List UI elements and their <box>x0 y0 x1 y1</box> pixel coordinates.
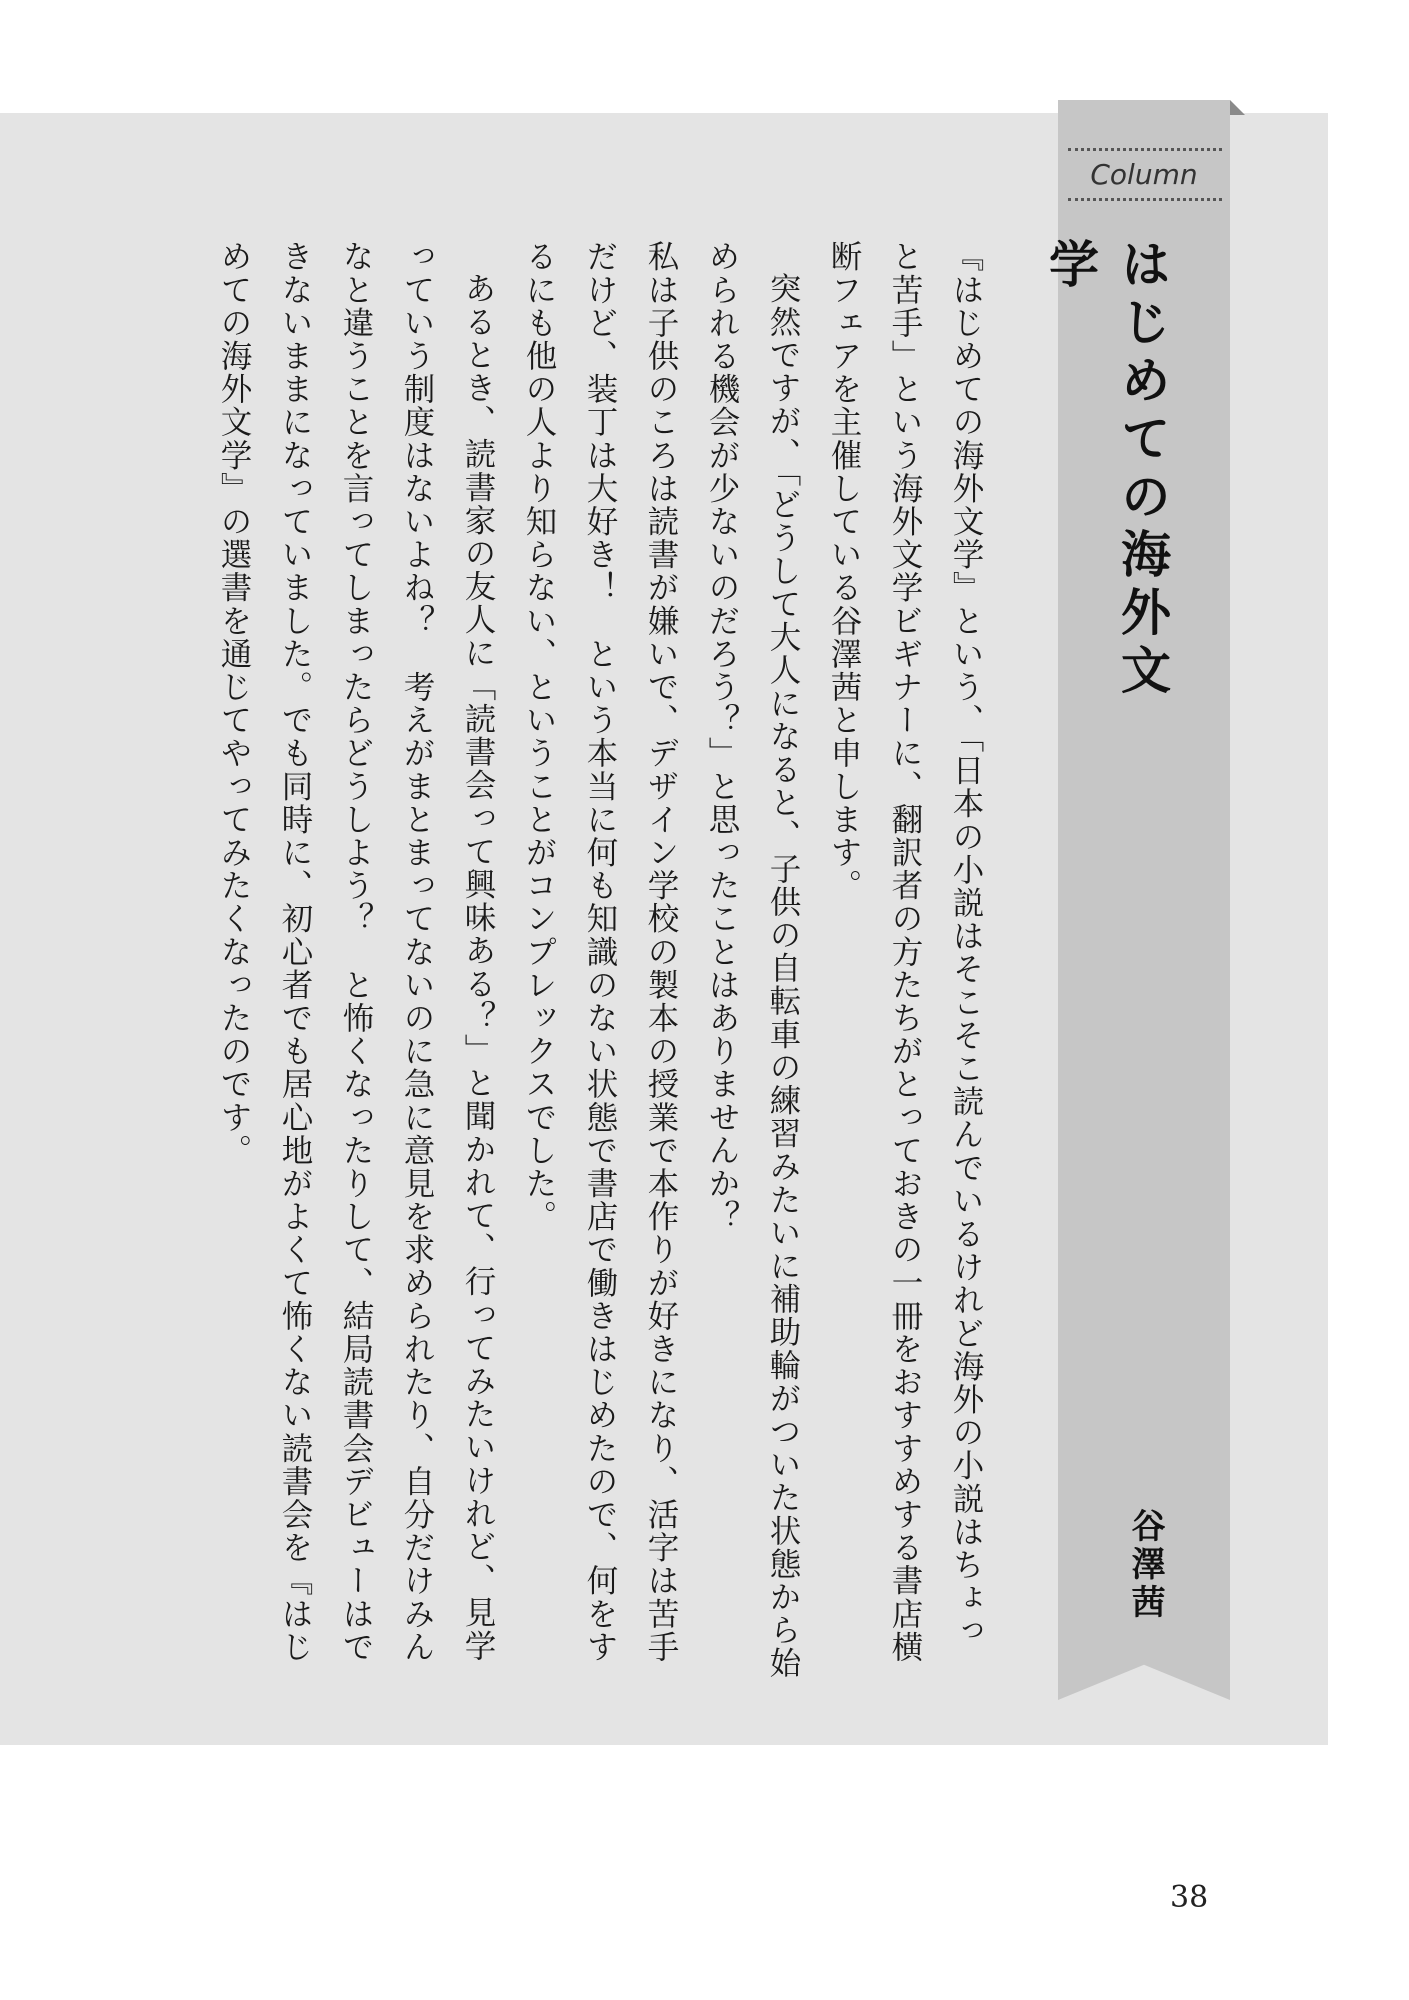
paragraph: 私は子供のころは読書が嫌いで、デザイン学校の製本の授業で本作りが好きになり、活字は苦手だけど、装丁は大好き！ という本当に何も知識のない状態で書店で働きはじめたので、何をするにも他の人より知らない、ということがコンプレックスでした。 <box>521 240 679 1664</box>
column-body <box>196 240 996 1680</box>
paragraph: 突然ですが、「どうして大人になると、子供の自転車の練習みたいに補助輪がついた状態から始められる機会が少ないのだろう？」と思ったことはありませんか？ <box>704 240 801 1680</box>
paragraph: 『はじめての海外文学』という、「日本の小説はそこそこ読んでいるけれど海外の小説はちょっと苦手」という海外文学ビギナーに、翻訳者の方たちがとっておきの一冊をおすすめする書店横断フェアを主催している谷澤茜と申します。 <box>826 240 984 1664</box>
author-name: 谷澤茜 <box>1125 1508 1165 1622</box>
column-label: Column <box>1090 158 1198 191</box>
ribbon-fold <box>1230 100 1245 115</box>
dotted-divider-top <box>1068 148 1222 151</box>
page-number: 38 <box>1170 1880 1209 1915</box>
dotted-divider-bottom <box>1068 198 1222 201</box>
column-title: はじめての海外文学 <box>1041 238 1171 702</box>
paragraph: あるとき、読書家の友人に「読書会って興味ある？」と聞かれて、行ってみたいけれど、見学っていう制度はないよね？ 考えがまとまってないのに急に意見を求められたり、自分だけみんなと違うことを言ってしまったらどうしよう？ と怖くなったりして、結局読書会デビューはできないままになっていました。でも同時に、初心者でも居心地がよくて怖くない読書会を『はじめての海外文学』の選書を通じてやってみたくなったのです。 <box>216 240 496 1664</box>
